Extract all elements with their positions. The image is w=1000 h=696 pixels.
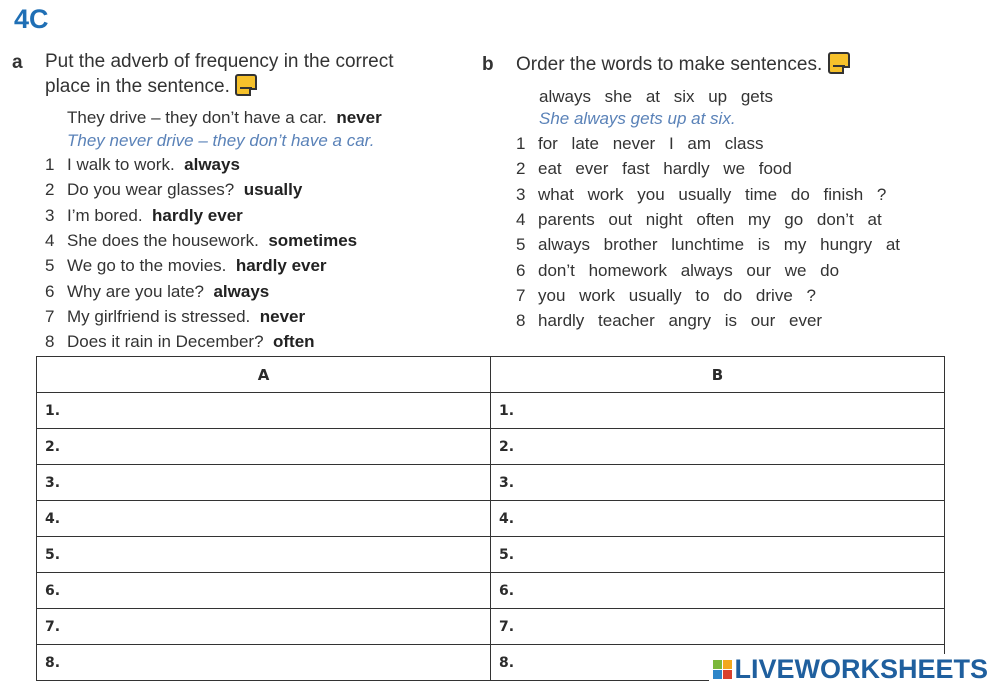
answer-cell-a[interactable]: 3. (37, 465, 491, 501)
table-header-row (37, 357, 945, 393)
brand-logo-icon (713, 660, 732, 679)
item-number: 3 (516, 184, 526, 204)
item-sentence: Does it rain in December? (67, 332, 264, 352)
item-adverb: hardly ever (235, 256, 327, 276)
section-a-item (45, 155, 240, 175)
table-row (37, 573, 945, 609)
answer-cell-a[interactable]: 6. (37, 573, 491, 609)
item-words: eat ever fast hardly we food (538, 159, 792, 179)
item-number: 8 (45, 332, 55, 352)
answer-cell-b[interactable]: 1. (491, 393, 945, 429)
section-b-item (516, 286, 816, 306)
section-a-letter: a (12, 52, 23, 73)
table-row (37, 609, 945, 645)
item-words: you work usually to do drive ? (538, 285, 816, 305)
table-row (37, 465, 945, 501)
item-words: for late never I am class (538, 134, 764, 153)
item-number: 6 (45, 281, 55, 301)
section-a-item (45, 180, 302, 200)
section-b-item (516, 134, 763, 154)
section-b-item (516, 235, 900, 255)
item-number: 7 (45, 306, 55, 326)
section-a-item (45, 256, 327, 276)
item-words: parents out night often my go don’t at (538, 209, 882, 229)
section-b-item (516, 159, 792, 179)
section-a-example-question (67, 108, 382, 128)
item-number: 4 (45, 230, 55, 250)
answer-cell-b[interactable]: 5. (491, 537, 945, 573)
sticky-note-icon[interactable] (828, 52, 850, 74)
answer-cell-a[interactable]: 1. (37, 393, 491, 429)
section-b-instruction (516, 52, 850, 77)
item-number: 5 (516, 235, 526, 255)
item-adverb: always (184, 155, 240, 174)
answer-table (36, 356, 945, 681)
section-b-item (516, 210, 882, 230)
section-a-instruction-line1: Put the adverb of frequency in the correct (45, 51, 394, 72)
section-b-item (516, 311, 822, 331)
item-sentence: We go to the movies. (67, 256, 227, 276)
item-number: 7 (516, 285, 526, 305)
item-words: don’t homework always our we do (538, 260, 840, 280)
section-a-item (45, 231, 357, 251)
answer-cell-a[interactable]: 5. (37, 537, 491, 573)
answer-cell-b[interactable]: 3. (491, 465, 945, 501)
item-number: 6 (516, 260, 526, 280)
table-row (37, 537, 945, 573)
answer-cell-b[interactable]: 6. (491, 573, 945, 609)
item-sentence: My girlfriend is stressed. (67, 306, 251, 326)
section-b-example-answer: She always gets up at six. (539, 109, 736, 128)
sticky-note-icon[interactable] (235, 74, 257, 96)
table-row (37, 501, 945, 537)
section-b-item (516, 185, 886, 205)
section-a-instruction (45, 50, 394, 99)
section-a-item (45, 307, 305, 327)
answer-cell-a[interactable]: 2. (37, 429, 491, 465)
item-number: 8 (516, 311, 526, 331)
answer-cell-b[interactable]: 4. (491, 501, 945, 537)
section-b-example-words: always she at six up gets (539, 87, 773, 106)
item-adverb: often (272, 332, 315, 352)
item-number: 1 (45, 155, 55, 174)
item-number: 5 (45, 256, 55, 276)
section-a-example-answer: They never drive – they don’t have a car. (67, 131, 375, 150)
column-header-b: B (491, 357, 945, 393)
section-b-letter: b (482, 54, 494, 75)
answer-cell-b[interactable]: 7. (491, 609, 945, 645)
item-adverb: never (259, 306, 306, 326)
item-sentence: She does the housework. (67, 230, 259, 250)
item-number: 2 (516, 159, 526, 179)
item-adverb: usually (243, 180, 303, 200)
item-words: always brother lunchtime is my hungry at (538, 235, 901, 255)
section-a-item (45, 332, 315, 352)
example-question-text: They drive – they don’t have a car. (67, 108, 327, 127)
example-adverb: never (336, 108, 382, 127)
item-number: 4 (516, 209, 526, 229)
section-b-item (516, 261, 839, 281)
section-b-instruction-text: Order the words to make sentences. (516, 54, 823, 75)
item-sentence: I’m bored. (67, 205, 143, 225)
item-adverb: hardly ever (152, 205, 243, 225)
item-words: hardly teacher angry is our ever (538, 311, 823, 331)
liveworksheets-logo (709, 654, 988, 685)
answer-cell-a[interactable]: 8. (37, 645, 491, 681)
item-sentence: I walk to work. (67, 155, 175, 174)
item-sentence: Why are you late? (67, 281, 205, 301)
section-a-instruction-line2: place in the sentence. (45, 76, 230, 97)
item-number: 1 (516, 134, 526, 153)
item-words: what work you usually time do finish ? (538, 184, 887, 204)
item-number: 3 (45, 205, 55, 225)
brand-name: LIVEWORKSHEETS (734, 654, 988, 684)
table-row (37, 429, 945, 465)
answer-cell-b[interactable]: 8. (491, 645, 945, 681)
answer-cell-a[interactable]: 4. (37, 501, 491, 537)
table-row (37, 393, 945, 429)
item-number: 2 (45, 180, 55, 200)
section-a-item (45, 206, 243, 226)
item-sentence: Do you wear glasses? (67, 180, 235, 200)
item-adverb: sometimes (268, 230, 358, 250)
section-a-item (45, 282, 269, 302)
answer-cell-a[interactable]: 7. (37, 609, 491, 645)
unit-title: 4C (14, 4, 49, 34)
answer-cell-b[interactable]: 2. (491, 429, 945, 465)
column-header-a: A (37, 357, 491, 393)
item-adverb: always (213, 281, 270, 301)
